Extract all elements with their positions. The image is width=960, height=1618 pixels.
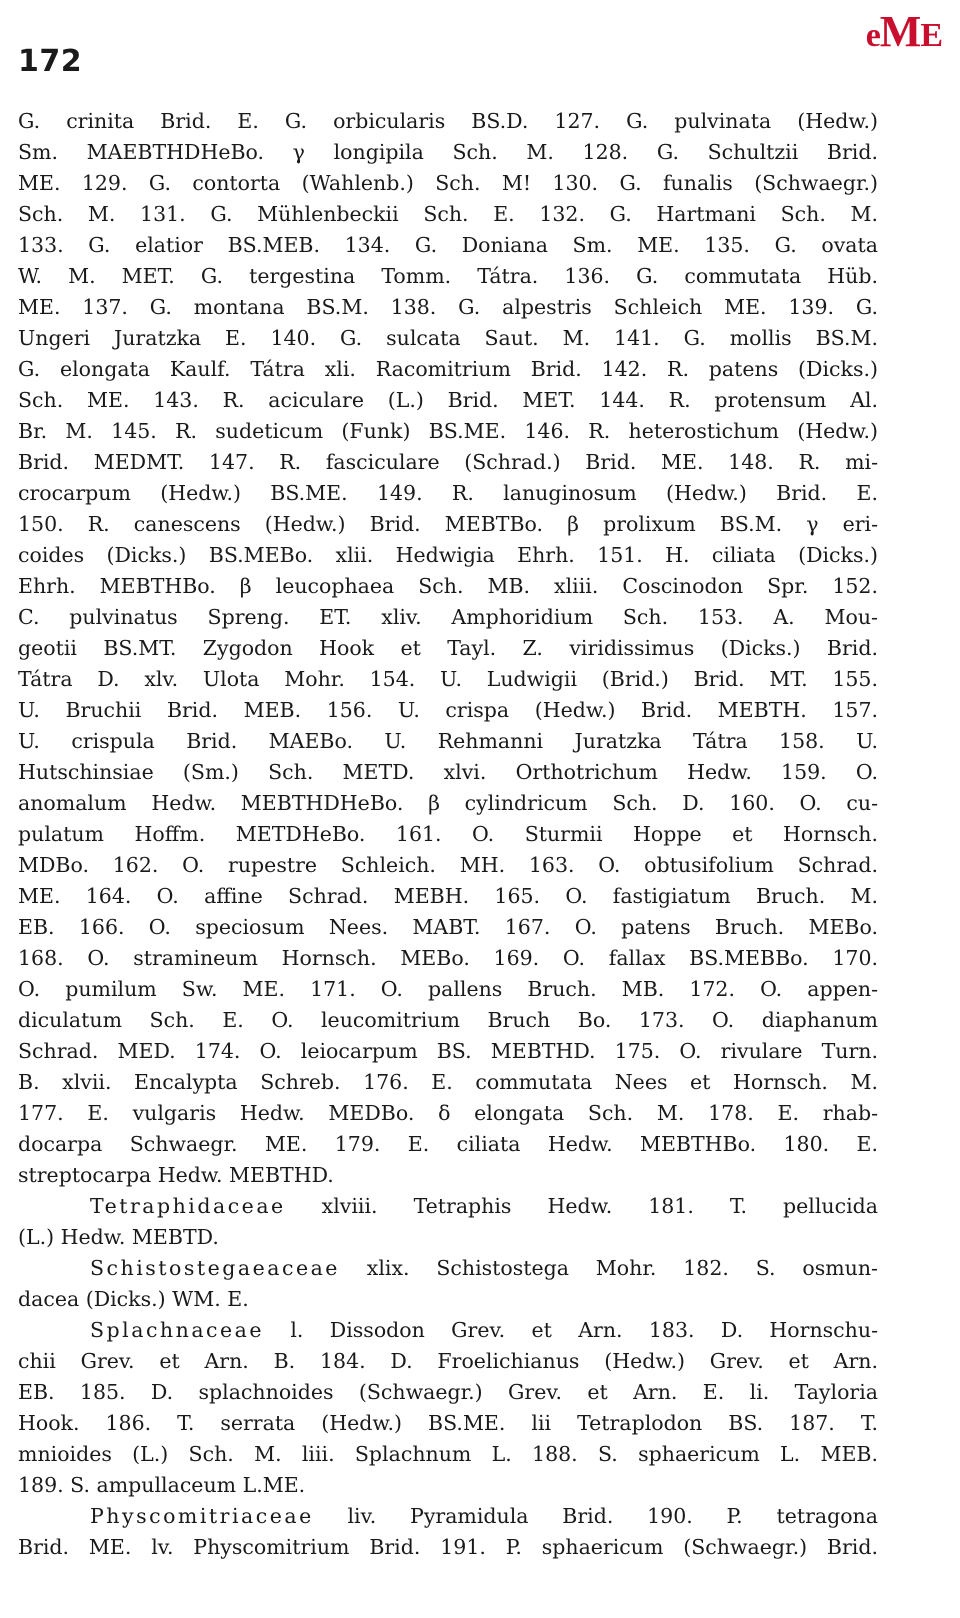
text-line <box>18 819 878 850</box>
text-line <box>18 354 878 385</box>
line-text: Sm. MAEBTHDHeBo. γ longipila Sch. M. 128. G. Schultzii Brid. <box>18 140 878 164</box>
line-text: ME. 164. O. affine Schrad. MEBH. 165. O. fastigiatum Bruch. M. <box>18 884 878 908</box>
text-line <box>18 602 878 633</box>
line-text: MDBo. 162. O. rupestre Schleich. MH. 163. O. obtusifolium Schrad. <box>18 853 878 877</box>
text-line <box>18 478 878 509</box>
text-line <box>18 447 878 478</box>
text-line <box>18 199 878 230</box>
text-line <box>18 943 878 974</box>
text-line <box>18 695 878 726</box>
line-text: G. crinita Brid. E. G. orbicularis BS.D. 127. G. pulvinata (Hedw.) <box>18 109 878 133</box>
line-text: B. xlvii. Encalypta Schreb. 176. E. commutata Nees et Hornsch. M. <box>18 1070 878 1094</box>
text-line <box>18 1377 878 1408</box>
text-line <box>18 509 878 540</box>
line-text: Sch. ME. 143. R. aciculare (L.) Brid. MET. 144. R. protensum Al. <box>18 388 878 412</box>
line-text: Ungeri Juratzka E. 140. G. sulcata Saut. M. 141. G. mollis BS.M. <box>18 326 878 350</box>
line-text: xlviii. Tetraphis Hedw. 181. T. pellucida <box>285 1194 878 1218</box>
line-text: l. Dissodon Grev. et Arn. 183. D. Hornschu- <box>264 1318 878 1342</box>
text-line <box>18 1098 878 1129</box>
family-name: Physcomitriaceae <box>90 1504 314 1528</box>
line-text: G. elongata Kaulf. Tátra xli. Racomitrium Brid. 142. R. patens (Dicks.) <box>18 357 878 381</box>
text-line <box>18 1439 878 1470</box>
line-text: (L.) Hedw. MEBTD. <box>18 1225 219 1249</box>
text-line <box>18 416 878 447</box>
text-line <box>18 168 878 199</box>
text-line <box>18 230 878 261</box>
line-text: Tátra D. xlv. Ulota Mohr. 154. U. Ludwigii (Brid.) Brid. MT. 155. <box>18 667 878 691</box>
text-line <box>18 633 878 664</box>
line-text: chii Grev. et Arn. B. 184. D. Froelichianus (Hedw.) Grev. et Arn. <box>18 1349 878 1373</box>
line-text: docarpa Schwaegr. ME. 179. E. ciliata Hedw. MEBTHBo. 180. E. <box>18 1132 878 1156</box>
line-text: U. crispula Brid. MAEBo. U. Rehmanni Juratzka Tátra 158. U. <box>18 729 878 753</box>
line-text: C. pulvinatus Spreng. ET. xliv. Amphoridium Sch. 153. A. Mou- <box>18 605 878 629</box>
line-text: 189. S. ampullaceum L.ME. <box>18 1473 306 1497</box>
text-line <box>18 850 878 881</box>
text-line <box>18 1005 878 1036</box>
line-text: 168. O. stramineum Hornsch. MEBo. 169. O. fallax BS.MEBBo. 170. <box>18 946 878 970</box>
text-line <box>18 1129 878 1160</box>
line-text: diculatum Sch. E. O. leucomitrium Bruch Bo. 173. O. diaphanum <box>18 1008 878 1032</box>
line-text: geotii BS.MT. Zygodon Hook et Tayl. Z. viridissimus (Dicks.) Brid. <box>18 636 878 660</box>
text-line <box>18 1284 878 1315</box>
text-line <box>18 137 878 168</box>
text-line <box>18 664 878 695</box>
page-number: 172 <box>18 44 83 79</box>
text-line <box>18 757 878 788</box>
text-line <box>18 912 878 943</box>
text-line <box>18 881 878 912</box>
family-name: Tetraphidaceae <box>90 1194 286 1218</box>
text-line <box>18 1346 878 1377</box>
text-line <box>18 1036 878 1067</box>
line-text: ME. 137. G. montana BS.M. 138. G. alpestris Schleich ME. 139. G. <box>18 295 878 319</box>
line-text: Brid. ME. lv. Physcomitrium Brid. 191. P. sphaericum (Schwaegr.) Brid. <box>18 1535 878 1559</box>
line-text: Br. M. 145. R. sudeticum (Funk) BS.ME. 146. R. heterostichum (Hedw.) <box>18 419 878 443</box>
text-line <box>18 1408 878 1439</box>
body-text <box>18 106 878 1563</box>
line-text: pulatum Hoffm. METDHeBo. 161. O. Sturmii Hoppe et Hornsch. <box>18 822 878 846</box>
line-text: Ehrh. MEBTHBo. β leucophaea Sch. MB. xliii. Coscinodon Spr. 152. <box>18 574 878 598</box>
text-line <box>18 385 878 416</box>
text-line <box>18 788 878 819</box>
line-text: Hutschinsiae (Sm.) Sch. METD. xlvi. Orthotrichum Hedw. 159. O. <box>18 760 878 784</box>
line-text: streptocarpa Hedw. MEBTHD. <box>18 1163 334 1187</box>
text-line <box>18 1067 878 1098</box>
line-text: EB. 166. O. speciosum Nees. MABT. 167. O. patens Bruch. MEBo. <box>18 915 878 939</box>
line-text: ME. 129. G. contorta (Wahlenb.) Sch. M! 130. G. funalis (Schwaegr.) <box>18 171 878 195</box>
line-text: Hook. 186. T. serrata (Hedw.) BS.ME. lii Tetraplodon BS. 187. T. <box>18 1411 878 1435</box>
line-text: xlix. Schistostega Mohr. 182. S. osmun- <box>339 1256 878 1280</box>
text-line <box>18 974 878 1005</box>
text-line <box>18 1315 878 1346</box>
text-line <box>18 1222 878 1253</box>
text-line <box>18 106 878 137</box>
text-line <box>18 1501 878 1532</box>
line-text: Sch. M. 131. G. Mühlenbeckii Sch. E. 132. G. Hartmani Sch. M. <box>18 202 878 226</box>
line-text: W. M. MET. G. tergestina Tomm. Tátra. 136. G. commutata Hüb. <box>18 264 878 288</box>
text-line <box>18 323 878 354</box>
line-text: EB. 185. D. splachnoides (Schwaegr.) Grev. et Arn. E. li. Tayloria <box>18 1380 878 1404</box>
line-text: mnioides (L.) Sch. M. liii. Splachnum L. 188. S. sphaericum L. MEB. <box>18 1442 878 1466</box>
text-line <box>18 726 878 757</box>
text-line <box>18 261 878 292</box>
line-text: O. pumilum Sw. ME. 171. O. pallens Bruch. MB. 172. O. appen- <box>18 977 878 1001</box>
text-line <box>18 292 878 323</box>
family-name: Schistostegaeaceae <box>90 1256 340 1280</box>
line-text: 150. R. canescens (Hedw.) Brid. MEBTBo. β prolixum BS.M. γ eri- <box>18 512 878 536</box>
line-text: U. Bruchii Brid. MEB. 156. U. crispa (Hedw.) Brid. MEBTH. 157. <box>18 698 878 722</box>
text-line <box>18 1470 878 1501</box>
line-text: crocarpum (Hedw.) BS.ME. 149. R. lanuginosum (Hedw.) Brid. E. <box>18 481 878 505</box>
line-text: 133. G. elatior BS.MEB. 134. G. Doniana Sm. ME. 135. G. ovata <box>18 233 878 257</box>
line-text: coides (Dicks.) BS.MEBo. xlii. Hedwigia Ehrh. 151. H. ciliata (Dicks.) <box>18 543 878 567</box>
text-line <box>18 1191 878 1222</box>
line-text: Brid. MEDMT. 147. R. fasciculare (Schrad.) Brid. ME. 148. R. mi- <box>18 450 878 474</box>
text-line <box>18 1160 878 1191</box>
line-text: anomalum Hedw. MEBTHDHeBo. β cylindricum Sch. D. 160. O. cu- <box>18 791 878 815</box>
line-text: Schrad. MED. 174. O. leiocarpum BS. MEBTHD. 175. O. rivulare Turn. <box>18 1039 878 1063</box>
line-text: dacea (Dicks.) WM. E. <box>18 1287 249 1311</box>
family-name: Splachnaceae <box>90 1318 265 1342</box>
line-text: liv. Pyramidula Brid. 190. P. tetragona <box>313 1504 878 1528</box>
publisher-logo: eME <box>865 7 942 56</box>
text-line <box>18 1532 878 1563</box>
text-line <box>18 1253 878 1284</box>
text-line <box>18 540 878 571</box>
line-text: 177. E. vulgaris Hedw. MEDBo. δ elongata Sch. M. 178. E. rhab- <box>18 1101 878 1125</box>
text-line <box>18 571 878 602</box>
